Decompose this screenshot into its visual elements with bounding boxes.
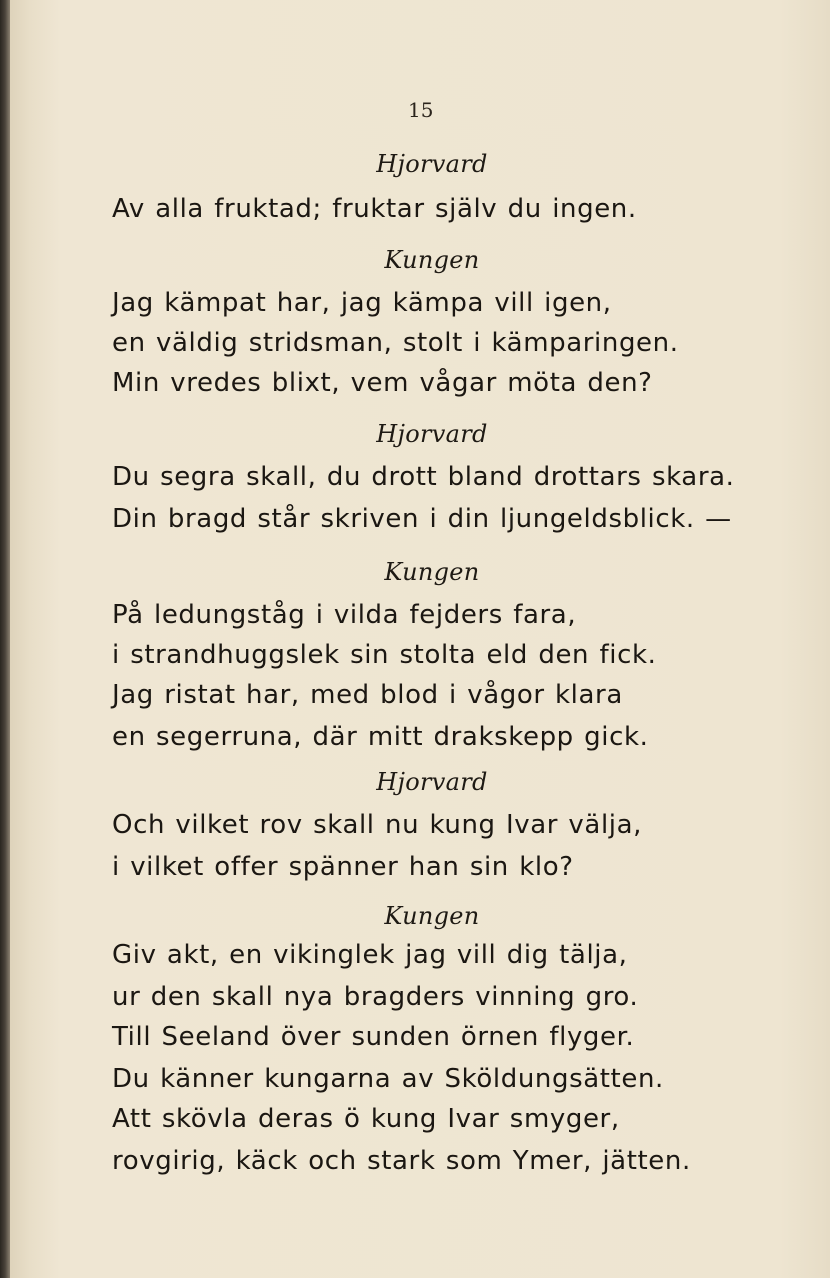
verse-line: ur den skall nya bragders vinning gro. [112, 982, 639, 1012]
verse-line: en segerruna, där mitt drakskepp gick. [112, 722, 649, 752]
verse-line: Och vilket rov skall nu kung Ivar välja, [112, 810, 642, 840]
verse-line: På ledungståg i vilda fejders fara, [112, 600, 577, 630]
book-spine-edge [0, 0, 10, 1278]
verse-line: Att skövla deras ö kung Ivar smyger, [112, 1104, 620, 1134]
speaker-heading: Kungen [384, 558, 480, 586]
verse-line: Giv akt, en vikinglek jag vill dig tälja, [112, 940, 628, 970]
verse-line: i strandhuggslek sin stolta eld den fick. [112, 640, 657, 670]
verse-line: Av alla fruktad; fruktar själv du ingen. [112, 194, 637, 224]
verse-line: Du känner kungarna av Sköldungsätten. [112, 1064, 664, 1094]
speaker-heading: Hjorvard [376, 420, 488, 448]
verse-line: Du segra skall, du drott bland drottars skara. [112, 462, 735, 492]
speaker-heading: Hjorvard [376, 150, 488, 178]
speaker-heading: Hjorvard [376, 768, 488, 796]
verse-line: Min vredes blixt, vem vågar möta den? [112, 368, 653, 398]
verse-line: en väldig stridsman, stolt i kämparingen. [112, 328, 679, 358]
speaker-heading: Kungen [384, 246, 480, 274]
verse-line: Jag ristat har, med blod i vågor klara [112, 680, 623, 710]
verse-line: Jag kämpat har, jag kämpa vill igen, [112, 288, 612, 318]
verse-line: Din bragd står skriven i din ljungeldsblick. — [112, 504, 732, 534]
verse-line: Till Seeland över sunden örnen flyger. [112, 1022, 635, 1052]
verse-line: rovgirig, käck och stark som Ymer, jätten. [112, 1146, 691, 1176]
page-number: 15 [408, 98, 434, 122]
verse-line: i vilket offer spänner han sin klo? [112, 852, 574, 882]
speaker-heading: Kungen [384, 902, 480, 930]
